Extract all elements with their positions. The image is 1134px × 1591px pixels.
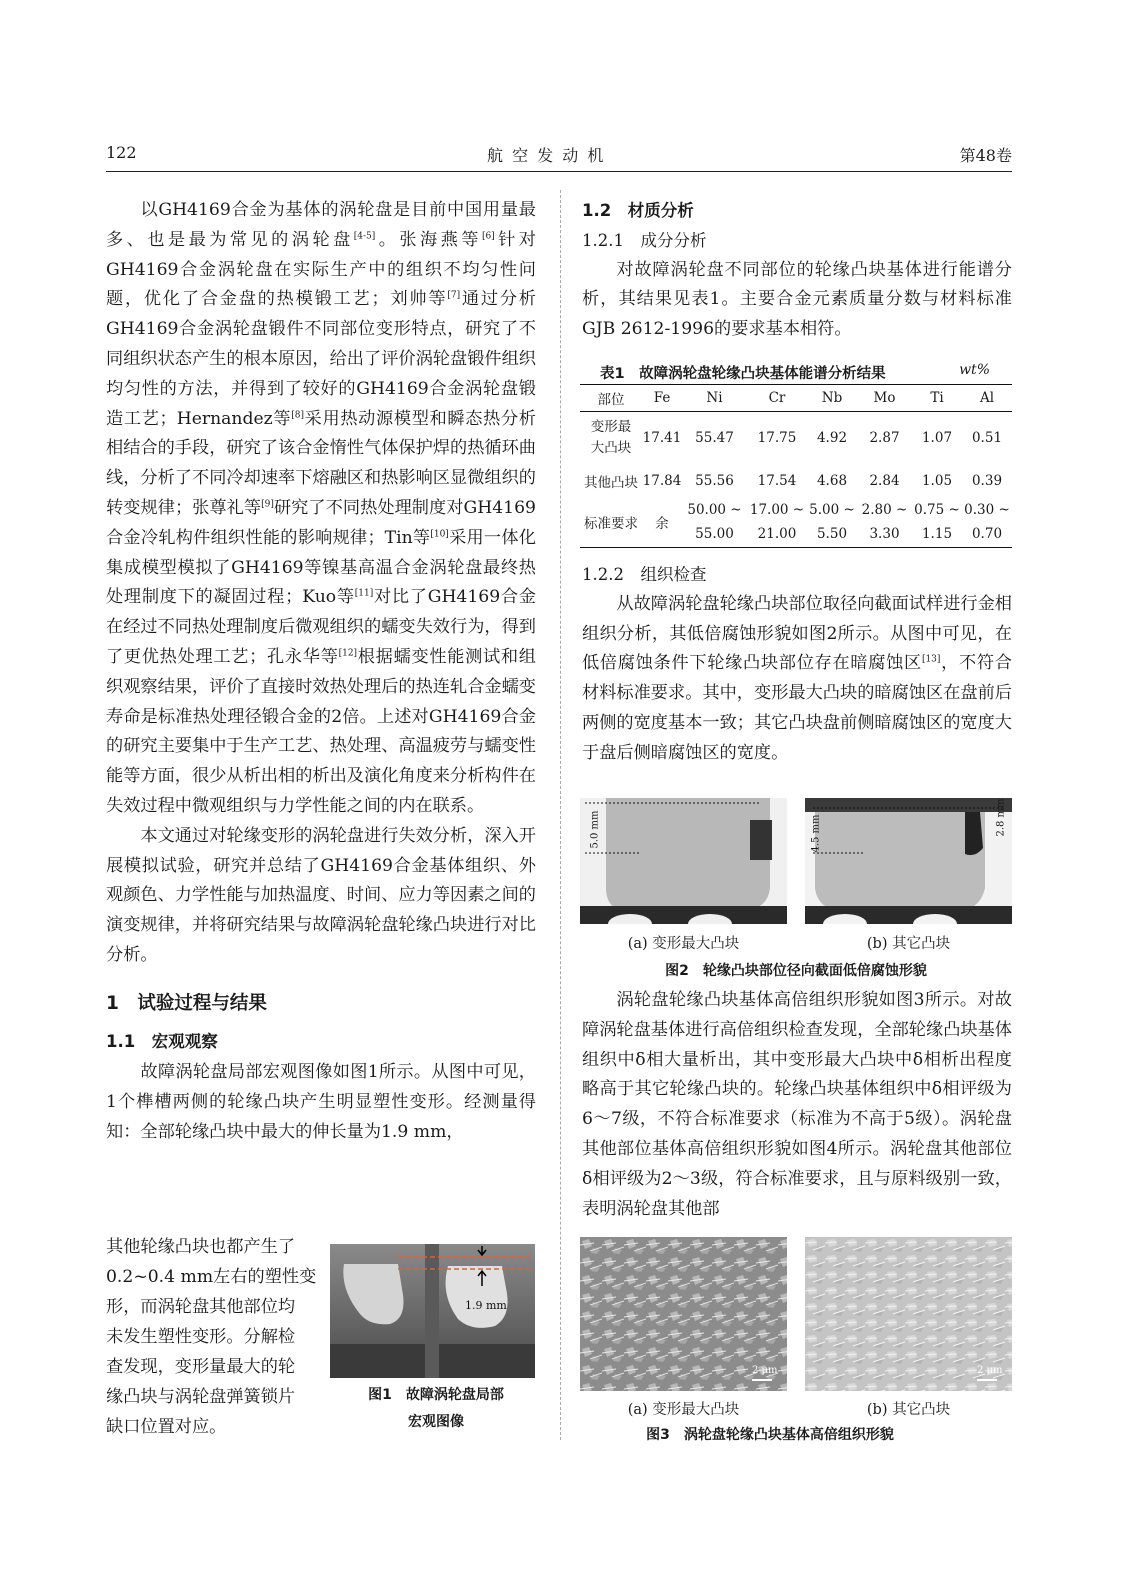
figure-2b-measure-right: 2.8 mm	[995, 798, 1007, 837]
table-cell: 17.41	[642, 429, 682, 446]
macro-paragraph-continued	[106, 1232, 328, 1442]
table-header-cell: 部位	[597, 392, 625, 408]
figure-2-caption: 图2 轮缘凸块部位径向截面低倍腐蚀形貌	[665, 963, 927, 979]
section-1-2-heading: 1.2 材质分析	[582, 201, 694, 220]
figure-2b-measure-left: 4.5 mm	[810, 814, 822, 853]
range-min: 17.00 ~	[749, 502, 805, 519]
figure-3a-photo	[580, 1237, 787, 1391]
range-min: 5.00 ~	[809, 502, 855, 519]
citation-marker: [6]	[481, 231, 495, 242]
figure-1-caption-line-1: 图1 故障涡轮盘局部	[368, 1387, 504, 1403]
table-cell: 17.75	[757, 429, 797, 446]
table-cell: 4.92	[816, 429, 848, 446]
structure-section	[582, 560, 1012, 769]
table-cell	[962, 498, 1012, 548]
text-line: 未发生塑性变形。分解检	[106, 1327, 296, 1347]
table-1	[580, 362, 1012, 548]
section-1-1-heading: 1.1 宏观观察	[106, 1031, 218, 1051]
structure-paragraph: 从故障涡轮盘轮缘凸块部位取径向截面试样进行金相组织分析，其低倍腐蚀形貌如图2所示。从图中可见，在低倍腐蚀条件下轮缘凸块部位存在暗腐蚀区[13]，不符合材料标准要求。其中，变形最大凸块的暗腐蚀区在盘前后两侧的宽度基本一致；其它凸块盘前侧暗腐蚀区的宽度大于盘后侧暗腐蚀区的宽度。	[582, 593, 1012, 763]
right-column	[582, 196, 1012, 345]
table-cell: 55.56	[695, 472, 734, 489]
table-row	[580, 412, 1012, 464]
intro-paragraph-1: 以GH4169合金为基体的涡轮盘是目前中国用量最多、也是最为常见的涡轮盘[4-5]。张海燕等[6]针对GH4169合金涡轮盘在实际生产中的组织不均匀性问题，优化了合金盘的热模锻工艺；刘帅等[7]通过分析GH4169合金涡轮盘锻件不同部位变形特点，研究了不同组织状态产生的根本原因，给出了评价涡轮盘锻件组织均匀性的方法，并得到了较好的GH4169合金涡轮盘锻造工艺；Hernandez等[8]采用热动源模型和瞬态热分析相结合的手段，研究了该合金惰性气体保护焊的热循环曲线，分析了不同冷却速率下熔融区和热影响区显微组织的转变规律；张尊礼等[9]研究了不同热处理制度对GH4169合金冷轧构件组织性能的影响规律；Tin等[10]采用一体化集成模型模拟了GH4169等镍基高温合金涡轮盘最终热处理制度下的凝固过程；Kuo等[11]对比了GH4169合金在经过不同热处理制度后微观组织的蠕变失效行为，得到了更优热处理工艺；孔永华等[12]根据蠕变性能测试和组织观察结果，评价了直接时效热处理后的热连轧合金蠕变寿命是标准热处理径锻合金的2倍。上述对GH4169合金的研究主要集中于生产工艺、热处理、高温疲劳与蠕变性能等方面，很少从析出相的析出及演化角度来分析构件在失效过程中微观组织与力学性能之间的内在联系。	[106, 200, 536, 816]
text-line: 其他轮缘凸块也都产生了	[106, 1237, 296, 1257]
volume-label: 第48卷	[959, 146, 1012, 165]
range-max: 3.30	[869, 526, 900, 543]
header-rule	[106, 171, 1012, 172]
section-1-2-1-heading: 1.2.1 成分分析	[582, 230, 707, 250]
table-cell	[912, 498, 962, 548]
table-header-cell: Mo	[873, 390, 896, 406]
table-cell: 1.05	[921, 472, 953, 489]
table-1-grid	[580, 384, 1012, 548]
high-magnification-section	[582, 986, 1012, 1224]
table-header-cell: Ni	[706, 390, 723, 406]
table-cell: 1.07	[921, 429, 953, 446]
table-header-cell: Nb	[821, 390, 843, 406]
journal-name: 航 空 发 动 机	[487, 146, 606, 165]
citation-marker: [9]	[261, 499, 274, 510]
figure-2b-caption: (b) 其它凸块	[866, 936, 951, 952]
section-1-2-2-heading: 1.2.2 组织检查	[582, 565, 707, 584]
table-row-label	[580, 412, 642, 464]
citation-marker: [7]	[447, 290, 461, 301]
range-max: 21.00	[757, 526, 797, 543]
text-line: 缺口位置对应。	[106, 1417, 227, 1437]
figure-2a-photo	[580, 798, 787, 924]
table-row-label: 标准要求	[584, 516, 638, 533]
left-column	[106, 196, 536, 1148]
table-cell: 余	[655, 516, 669, 533]
table-1-title: 表1 故障涡轮盘轮缘凸块基体能谱分析结果	[600, 366, 886, 382]
citation-marker: [11]	[354, 588, 374, 599]
composition-paragraph: 对故障涡轮盘不同部位的轮缘凸块基体进行能谱分析，其结果见表1。主要合金元素质量分数与材料标准GJB 2612-1996的要求基本相符。	[582, 259, 1012, 340]
table-1-title-row	[580, 362, 1012, 384]
table-cell: 4.68	[816, 472, 848, 489]
text-line: 形，而涡轮盘其他部位均	[106, 1297, 296, 1317]
figure-3b-caption: (b) 其它凸块	[866, 1402, 951, 1418]
column-divider	[560, 190, 561, 1440]
table-1-unit: wt%	[959, 362, 990, 378]
citation-marker: [8]	[291, 409, 304, 420]
figure-1-photo	[330, 1244, 535, 1378]
table-header-cell: Cr	[768, 390, 786, 406]
intro-paragraph-2: 本文通过对轮缘变形的涡轮盘进行失效分析，深入开展模拟试验，研究并总结了GH4169合金基体组织、外观颜色、力学性能与加热温度、时间、应力等因素之间的演变规律，并将研究结果与故障涡轮盘轮缘凸块进行对比分析。	[106, 825, 536, 965]
table-cell: 0.39	[971, 472, 1003, 489]
table-cell	[857, 498, 912, 548]
row-label-part: 变形最	[590, 418, 632, 435]
figure-3b-scale: 2 μm	[977, 1365, 1003, 1376]
range-min: 2.80 ~	[861, 502, 908, 519]
table-cell	[682, 498, 747, 548]
figure-3b-photo	[805, 1237, 1012, 1391]
table-cell	[747, 498, 807, 548]
figure-3a-scale: 2 μm	[752, 1365, 778, 1376]
page-number: 122	[106, 143, 137, 162]
table-row	[580, 464, 1012, 498]
row-label-part: 大凸块	[590, 439, 632, 456]
range-max: 5.50	[816, 526, 848, 543]
table-cell: 0.51	[971, 429, 1003, 446]
figure-3a-caption: (a) 变形最大凸块	[627, 1402, 740, 1418]
figure-1-caption-line-2: 宏观图像	[408, 1414, 464, 1430]
figure-2b-photo	[805, 798, 1012, 924]
table-header-row	[580, 385, 1012, 412]
text-line: 0.2~0.4 mm左右的塑性变	[106, 1267, 317, 1287]
range-max: 1.15	[921, 526, 953, 543]
range-min: 0.75 ~	[914, 502, 960, 519]
range-max: 0.70	[971, 526, 1003, 543]
text-line: 缘凸块与涡轮盘弹簧锁片	[106, 1387, 296, 1407]
table-cell: 17.54	[757, 472, 797, 489]
table-cell	[807, 498, 857, 548]
citation-marker: [12]	[338, 648, 358, 659]
figure-3-caption: 图3 涡轮盘轮缘凸块基体高倍组织形貌	[646, 1427, 894, 1443]
figure-2a-drawing	[580, 798, 787, 924]
range-min: 0.30 ~	[964, 502, 1010, 519]
section-1-heading: 1 试验过程与结果	[106, 992, 267, 1014]
citation-marker: [13]	[921, 654, 941, 665]
figure-2a-measure: 5.0 mm	[589, 810, 601, 849]
table-cell: 2.87	[869, 429, 900, 446]
range-max: 55.00	[695, 526, 734, 543]
high-magnification-paragraph: 涡轮盘轮缘凸块基体高倍组织形貌如图3所示。对故障涡轮盘基体进行高倍组织检查发现，全部轮缘凸块基体组织中δ相大量析出，其中变形最大凸块中δ相析出程度略高于其它轮缘凸块的。轮缘凸块基体组织中δ相评级为6～7级，不符合标准要求（标准为不高于5级）。涡轮盘其他部位基体高倍组织形貌如图4所示。涡轮盘其他部位δ相评级为2～3级，符合标准要求，且与原料级别一致，表明涡轮盘其他部	[582, 990, 1012, 1219]
citation-marker: [4-5]	[353, 231, 376, 242]
citation-marker: [10]	[430, 529, 449, 540]
macro-paragraph: 故障涡轮盘局部宏观图像如图1所示。从图中可见，1个榫槽两侧的轮缘凸块产生明显塑性变形。经测量得知：全部轮缘凸块中最大的伸长量为1.9 mm，	[106, 1062, 536, 1142]
table-header-cell: Fe	[653, 390, 671, 406]
figure-2b-drawing	[805, 798, 1012, 924]
text-line: 查发现，变形量最大的轮	[106, 1357, 296, 1377]
table-row	[580, 498, 1012, 548]
table-cell: 55.47	[695, 429, 734, 446]
table-header-cell: Al	[979, 390, 995, 406]
table-header-cell: Ti	[930, 390, 944, 406]
figure-1-measure-label: 1.9 mm	[465, 1299, 507, 1312]
table-cell: 2.84	[869, 472, 900, 489]
table-cell: 17.84	[642, 472, 682, 489]
figure-2a-caption: (a) 变形最大凸块	[627, 936, 740, 952]
table-row-label: 其他凸块	[584, 474, 638, 491]
range-min: 50.00 ~	[687, 502, 742, 519]
